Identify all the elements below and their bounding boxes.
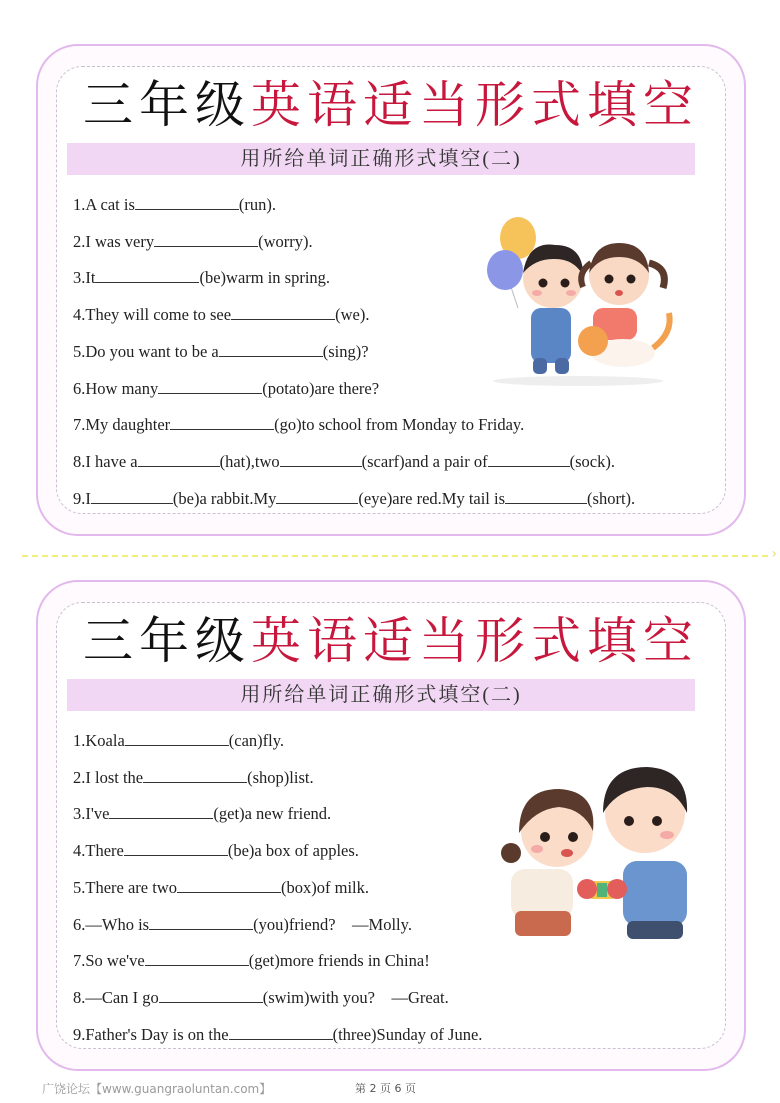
answer-blank[interactable]: [219, 342, 323, 357]
footer-site-label: 广饶论坛【www.guangraoluntan.com】: [42, 1082, 272, 1096]
title-grade: 三年级: [83, 612, 251, 670]
page-number: 第 2 页 6 页: [355, 1082, 416, 1095]
answer-blank[interactable]: [505, 489, 587, 504]
answer-blank[interactable]: [229, 1025, 333, 1040]
answer-blank[interactable]: [276, 489, 358, 504]
exercise-item: 5.There are two (box)of milk.: [73, 877, 369, 897]
answer-blank[interactable]: [125, 731, 229, 746]
answer-blank[interactable]: [135, 195, 239, 210]
worksheet-inner-border-1: [56, 66, 726, 514]
exercise-item: 6.—Who is (you)friend? —Molly.: [73, 914, 412, 934]
answer-blank[interactable]: [124, 841, 228, 856]
exercise-item: 8.—Can I go (swim)with you? —Great.: [73, 987, 449, 1007]
answer-blank[interactable]: [143, 768, 247, 783]
worksheet-inner-border-2: [56, 602, 726, 1049]
exercise-item: 2.I was very (worry).: [73, 231, 313, 251]
answer-blank[interactable]: [91, 489, 173, 504]
answer-blank[interactable]: [145, 951, 249, 966]
exercise-item: 5.Do you want to be a (sing)?: [73, 341, 369, 361]
answer-blank[interactable]: [149, 915, 253, 930]
exercise-item: 8.I have a (hat),two (scarf)and a pair of (sock).: [73, 451, 615, 471]
title-topic: 英语适当形式填空: [251, 76, 699, 134]
answer-blank[interactable]: [170, 415, 274, 430]
worksheet-card-1: [36, 44, 746, 536]
title-grade: 三年级: [83, 76, 251, 134]
answer-blank[interactable]: [159, 988, 263, 1003]
answer-blank[interactable]: [138, 452, 220, 467]
answer-blank[interactable]: [154, 232, 258, 247]
section-divider: [22, 555, 768, 557]
worksheet-card-2: [36, 580, 746, 1071]
exercise-item: 2.I lost the (shop)list.: [73, 767, 314, 787]
exercise-item: 9.Father's Day is on the (three)Sunday of June.: [73, 1024, 483, 1044]
worksheet-subtitle-1: 用所给单词正确形式填空(二): [67, 143, 695, 175]
exercise-item: 9.I (be)a rabbit.My (eye)are red.My tail is (short).: [73, 488, 636, 508]
answer-blank[interactable]: [158, 379, 262, 394]
answer-blank[interactable]: [95, 268, 199, 283]
exercise-item: 4.They will come to see (we).: [73, 305, 370, 325]
answer-blank[interactable]: [488, 452, 570, 467]
exercise-item: 1.Koala (can)fly.: [73, 731, 285, 750]
worksheet-title-1: [57, 73, 725, 137]
worksheet-subtitle-2: 用所给单词正确形式填空(二): [67, 679, 695, 711]
exercise-item: 1.A cat is (run).: [73, 195, 276, 214]
answer-blank[interactable]: [231, 305, 335, 320]
answer-blank[interactable]: [280, 452, 362, 467]
exercise-item: 7.My daughter (go)to school from Monday to Friday.: [73, 415, 525, 435]
exercise-item: 3.It (be)warm in spring.: [73, 268, 331, 288]
boy-girl-balloons-cat-illustration: [473, 213, 683, 388]
exercise-item: 3.I've (get)a new friend.: [73, 804, 332, 824]
worksheet-title-2: [57, 609, 725, 673]
exercise-item: 4.There (be)a box of apples.: [73, 841, 359, 861]
title-topic: 英语适当形式填空: [251, 612, 699, 670]
exercise-item: 6.How many (potato)are there?: [73, 378, 380, 398]
exercise-item: 7.So we've (get)more friends in China!: [73, 951, 430, 971]
answer-blank[interactable]: [109, 804, 213, 819]
divider-arrow-icon: ›: [771, 546, 777, 562]
answer-blank[interactable]: [177, 878, 281, 893]
girl-boy-sharing-toy-illustration: [497, 751, 697, 941]
